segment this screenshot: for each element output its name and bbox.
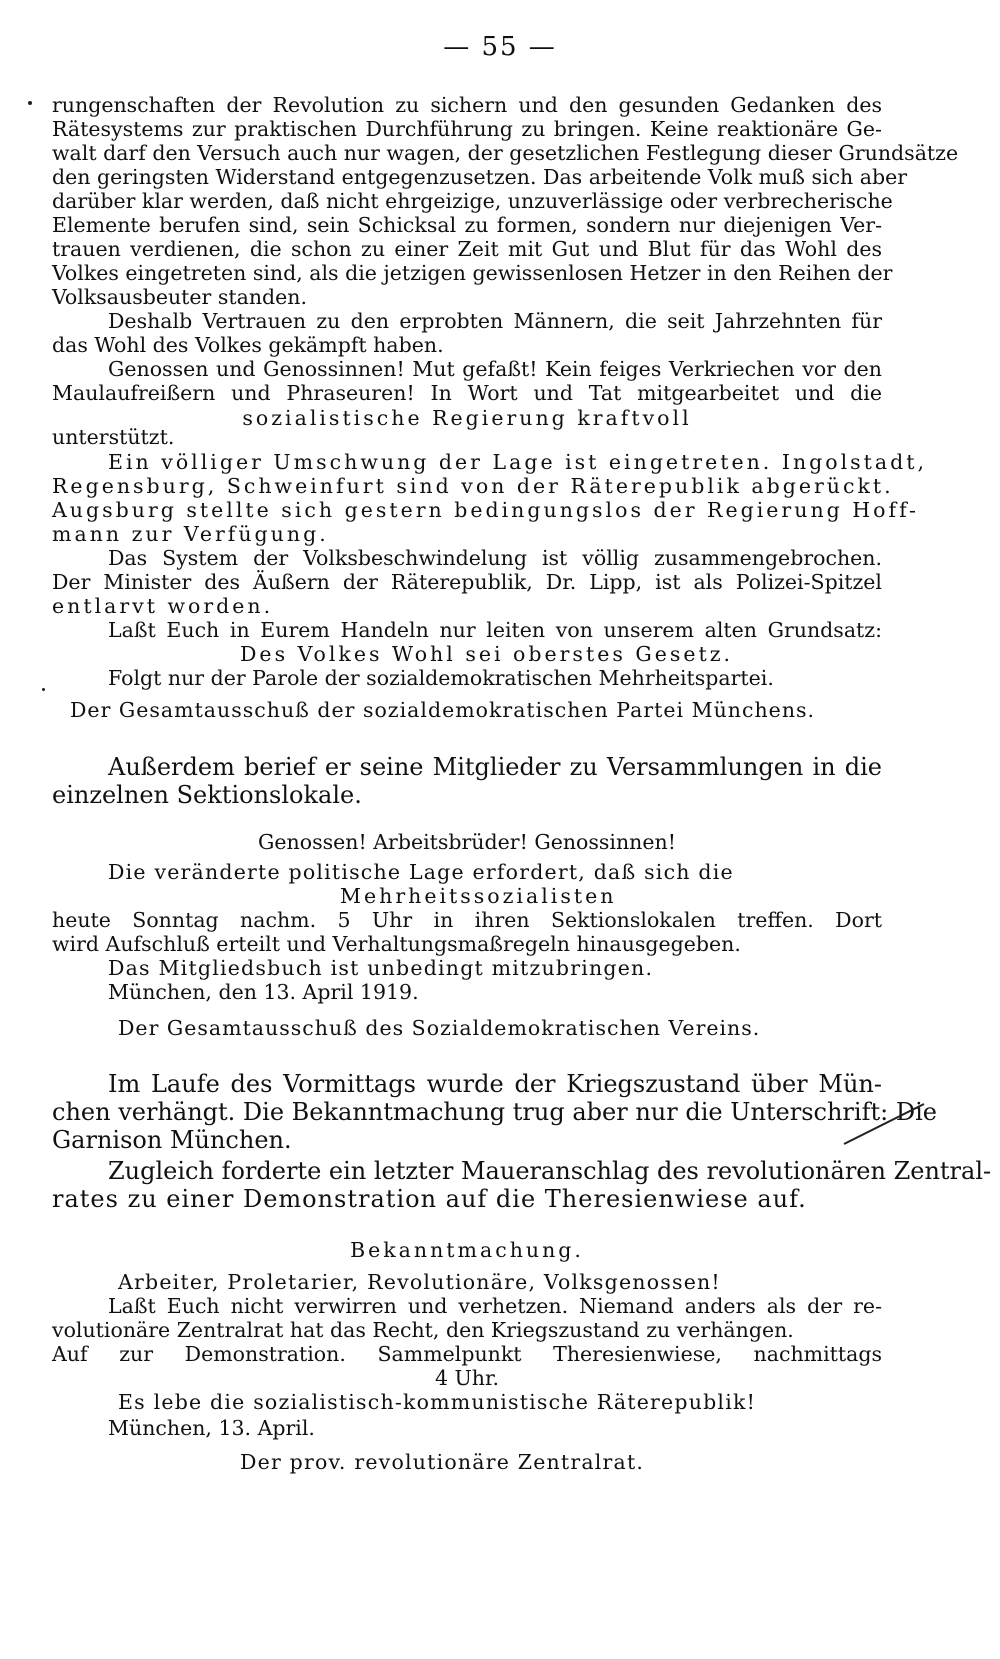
text-line: Zugleich forderte ein letzter Maueranschlag des revolutionären Zentral- <box>108 1157 992 1185</box>
margin-dot <box>28 101 32 105</box>
text-line: Regensburg, Schweinfurt sind von der Räterepublik abgerückt. <box>52 474 894 498</box>
text-line: walt darf den Versuch auch nur wagen, der gesetzlichen Festlegung dieser Grundsätze <box>52 141 959 165</box>
text-line: Folgt nur der Parole der sozialdemokratischen Mehrheitspartei. <box>108 666 774 690</box>
notice-heading: Genossen! Arbeitsbrüder! Genossinnen! <box>258 830 676 854</box>
text-line: wird Aufschluß erteilt und Verhaltungsmaßregeln hinausgegeben. <box>52 932 741 956</box>
signature: Der Gesamtausschuß des Sozialdemokratischen Vereins. <box>118 1016 761 1040</box>
text-line: Außerdem berief er seine Mitglieder zu Versammlungen in die <box>108 753 882 781</box>
text-line: Mehrheitssozialisten <box>340 884 617 908</box>
text-line: Rätesystems zur praktischen Durchführung zu bringen. Keine reaktionäre Ge- <box>52 117 882 141</box>
text-line: Der Minister des Äußern der Räterepublik, Dr. Lipp, ist als Polizei-Spitzel <box>52 570 882 594</box>
emphasis-line: sozialistische Regierung kraftvoll <box>242 406 692 430</box>
text-line: chen verhängt. Die Bekanntmachung trug aber nur die Unterschrift: Die <box>52 1098 937 1126</box>
page-number: — 55 — <box>443 32 557 62</box>
text-line: Es lebe die sozialistisch-kommunistische Räterepublik! <box>118 1390 757 1414</box>
text-line: Elemente berufen sind, sein Schicksal zu formen, sondern nur diejenigen Ver- <box>52 213 882 237</box>
text-line: Das System der Volksbeschwindelung ist völlig zusammengebrochen. <box>108 546 882 570</box>
text-line: Genossen und Genossinnen! Mut gefaßt! Kein feiges Verkriechen vor den <box>108 357 882 381</box>
text-line: einzelnen Sektionslokale. <box>52 781 362 809</box>
text-line: Laßt Euch nicht verwirren und verhetzen. Niemand anders als der re- <box>108 1294 882 1318</box>
notice-heading: Bekanntmachung. <box>350 1238 584 1262</box>
text-line: trauen verdienen, die schon zu einer Zeit mit Gut und Blut für das Wohl des <box>52 237 882 261</box>
text-line: München, den 13. April 1919. <box>108 980 419 1004</box>
text-line: rates zu einer Demonstration auf die Theresienwiese auf. <box>52 1185 807 1213</box>
text-line: Garnison München. <box>52 1126 292 1154</box>
text-line: mann zur Verfügung. <box>52 522 329 546</box>
text-line: Ein völliger Umschwung der Lage ist eingetreten. Ingolstadt, <box>108 450 928 474</box>
text-line: den geringsten Widerstand entgegenzusetzen. Das arbeitende Volk muß sich aber <box>52 165 908 189</box>
text-line: Maulaufreißern und Phraseuren! In Wort und Tat mitgearbeitet und die <box>52 381 882 405</box>
text-line: Die veränderte politische Lage erfordert, daß sich die <box>108 860 734 884</box>
text-line: entlarvt worden. <box>52 594 274 618</box>
pencil-stroke <box>840 1100 930 1150</box>
text-line: rungenschaften der Revolution zu sichern und den gesunden Gedanken des <box>52 93 882 117</box>
text-line: unterstützt. <box>52 425 175 449</box>
text-line: Volksausbeuter standen. <box>52 285 308 309</box>
text-line: 4 Uhr. <box>434 1366 500 1390</box>
text-line: Des Volkes Wohl sei oberstes Gesetz. <box>240 642 734 666</box>
margin-dot <box>42 688 45 691</box>
text-line: volutionäre Zentralrat hat das Recht, den Kriegszustand zu verhängen. <box>52 1318 794 1342</box>
text-line: das Wohl des Volkes gekämpft haben. <box>52 333 444 357</box>
text-line: Volkes eingetreten sind, als die jetzigen gewissenlosen Hetzer in den Reihen der <box>52 261 893 285</box>
text-line: Das Mitgliedsbuch ist unbedingt mitzubringen. <box>108 956 654 980</box>
text-line: Deshalb Vertrauen zu den erprobten Männern, die seit Jahrzehnten für <box>108 309 882 333</box>
text-line: Arbeiter, Proletarier, Revolutionäre, Volksgenossen! <box>118 1270 721 1294</box>
text-line: München, 13. April. <box>108 1416 315 1440</box>
text-line: Laßt Euch in Eurem Handeln nur leiten von unserem alten Grundsatz: <box>108 618 882 642</box>
text-line: Im Laufe des Vormittags wurde der Kriegszustand über Mün- <box>108 1070 882 1098</box>
text-line: heute Sonntag nachm. 5 Uhr in ihren Sektionslokalen treffen. Dort <box>52 908 882 932</box>
text-line: Augsburg stellte sich gestern bedingungslos der Regierung Hoff- <box>52 498 919 522</box>
text-line: darüber klar werden, daß nicht ehrgeizige, unzuverlässige oder verbrecherische <box>52 189 893 213</box>
text-line: Auf zur Demonstration. Sammelpunkt Theresienwiese, nachmittags <box>52 1342 882 1366</box>
signature: Der Gesamtausschuß der sozialdemokratischen Partei Münchens. <box>70 698 816 722</box>
signature: Der prov. revolutionäre Zentralrat. <box>240 1450 645 1474</box>
